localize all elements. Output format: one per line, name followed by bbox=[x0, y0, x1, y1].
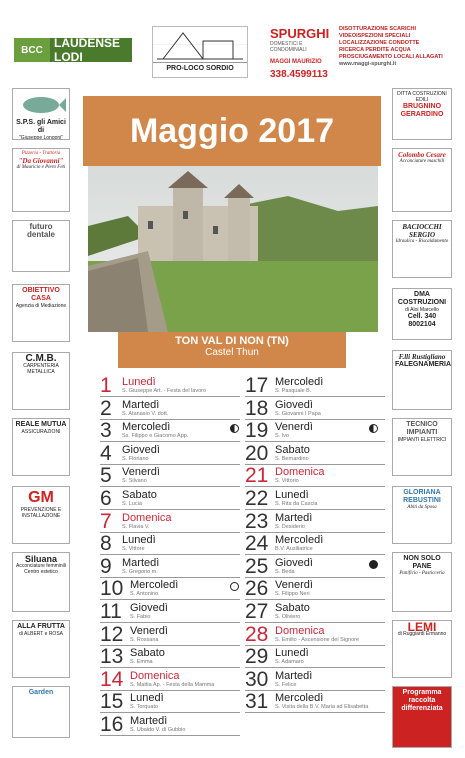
ad-sub: Idraulica - Riscaldamento bbox=[395, 239, 449, 244]
spurghi-service: LOCALIZZAZIONE CONDOTTE bbox=[339, 40, 420, 46]
weekday-name: Martedì bbox=[122, 556, 160, 569]
saint-name: S. Giovanni I Papa bbox=[275, 410, 321, 417]
weekday-name: Lunedì bbox=[122, 376, 156, 388]
ad-left-4 bbox=[12, 352, 70, 410]
day-row bbox=[245, 488, 385, 510]
day-number: 21 bbox=[245, 464, 269, 488]
saint-name: S. Antonino bbox=[130, 591, 159, 598]
castle-image bbox=[88, 166, 378, 332]
day-number: 20 bbox=[245, 441, 269, 465]
ad-title: Colombo Cesare bbox=[398, 151, 446, 159]
day-row bbox=[100, 714, 240, 736]
saint-name: S. Bernardino bbox=[275, 455, 309, 462]
day-row bbox=[245, 511, 385, 533]
caption-subtitle: Castel Thun bbox=[205, 347, 259, 358]
day-row bbox=[245, 398, 385, 420]
saint-name: S. Felice bbox=[275, 681, 297, 688]
saint-name: S. Beda bbox=[275, 568, 295, 575]
spurghi-service: RICERCA PERDITE ACQUA bbox=[339, 47, 411, 53]
bcc-logo: BCC bbox=[14, 38, 50, 62]
caption-title: TON VAL DI NON (TN) bbox=[175, 335, 289, 347]
weekday-name: Giovedì bbox=[122, 443, 160, 456]
saint-name: S. Gregorio m. bbox=[122, 568, 158, 575]
day-number: 10 bbox=[100, 577, 124, 601]
day-row bbox=[100, 556, 240, 578]
weekday-name: Sabato bbox=[122, 489, 157, 501]
weekday-name: Domenica bbox=[275, 466, 325, 479]
moon-phase-icon bbox=[369, 560, 378, 569]
ad-title: Siluana bbox=[24, 554, 57, 564]
ad-right-3 bbox=[392, 288, 452, 340]
photo-caption bbox=[118, 332, 346, 368]
ad-sub: BRUGNINO GERARDINO bbox=[400, 103, 444, 118]
saint-name: S. Ubaldo V. di Gubbio bbox=[130, 727, 186, 733]
saint-name: S. Emma bbox=[130, 659, 153, 666]
ad-sub: Acconciature maschili bbox=[399, 159, 445, 164]
ad-title: BACIOCCHI SERGIO bbox=[402, 223, 442, 239]
day-number: 5 bbox=[100, 464, 112, 488]
proloco-logo-icon bbox=[153, 27, 247, 63]
day-row bbox=[245, 465, 385, 487]
day-row bbox=[245, 578, 385, 600]
weekday-name: Giovedì bbox=[130, 602, 168, 614]
day-number: 19 bbox=[245, 419, 269, 443]
day-row bbox=[245, 556, 385, 578]
saint-name: S. Vittorio bbox=[275, 478, 299, 485]
day-row bbox=[100, 533, 240, 555]
day-row bbox=[245, 375, 385, 397]
day-row bbox=[100, 398, 240, 420]
saint-name: S. Giuseppe Art. - Festa del lavoro bbox=[122, 388, 207, 394]
day-number: 1 bbox=[100, 374, 112, 397]
day-number: 9 bbox=[100, 554, 112, 578]
day-number: 22 bbox=[245, 487, 269, 510]
ad-sub: "Da Giovanni" bbox=[18, 157, 64, 165]
ad-title: Pizzeria - Trattoria bbox=[21, 151, 61, 156]
ad-title: LEMI bbox=[407, 620, 437, 634]
day-number: 27 bbox=[245, 600, 269, 623]
ad-sub: di Aloi Marcello bbox=[405, 307, 439, 313]
saint-name: S. Desiderio bbox=[275, 523, 305, 530]
ad-title: GLORIANA REBUSTINI bbox=[403, 489, 441, 504]
ad-left-0 bbox=[12, 88, 70, 140]
ad-title: REALE MUTUA bbox=[15, 421, 67, 428]
ad-title: futuro dentale bbox=[26, 222, 55, 239]
moon-phase-icon bbox=[230, 582, 239, 591]
day-row bbox=[245, 533, 385, 555]
ad-sub: Abiti da Sposa bbox=[407, 505, 437, 510]
day-number: 24 bbox=[245, 532, 269, 556]
ad-left-6 bbox=[12, 486, 70, 544]
day-row bbox=[100, 691, 240, 713]
day-number: 11 bbox=[100, 600, 122, 623]
spurghi-service: VIDEOISPEZIONI SPECIALI bbox=[339, 33, 411, 39]
day-row bbox=[100, 420, 240, 442]
ad-right-1 bbox=[392, 148, 452, 212]
day-number: 7 bbox=[100, 509, 112, 533]
ad-right-8 bbox=[392, 620, 452, 678]
day-number: 4 bbox=[100, 441, 112, 465]
ad-sub: CARPENTERIA METALLICA bbox=[23, 363, 59, 375]
month-title: Maggio 2017 bbox=[129, 111, 335, 150]
spurghi-subtitle: DOMESTICI E CONDOMINIALI bbox=[270, 41, 307, 53]
proloco-label: PRO-LOCO SORDIO bbox=[166, 65, 234, 72]
ad-title: NON SOLO PANE bbox=[403, 555, 441, 570]
ad-sub: Panificio - Pasticceria bbox=[399, 571, 445, 576]
weekday-name: Domenica bbox=[122, 511, 172, 524]
day-number: 25 bbox=[245, 554, 269, 578]
saint-name: S. Mattia Ap. - Festa della Mamma bbox=[130, 681, 215, 688]
ad-right-7 bbox=[392, 552, 452, 612]
ad-left-9 bbox=[12, 686, 70, 738]
day-row bbox=[100, 646, 240, 668]
saint-name: S. Pasquale B. bbox=[275, 388, 312, 394]
weekday-name: Venerdì bbox=[275, 579, 313, 592]
saint-name: B.V. Ausiliatrice bbox=[275, 546, 313, 553]
saint-name: S. Ivo bbox=[275, 433, 290, 440]
weekday-name: Venerdì bbox=[130, 624, 168, 637]
ad-left-1 bbox=[12, 148, 70, 212]
moon-phase-icon bbox=[369, 424, 378, 433]
day-number: 30 bbox=[245, 667, 269, 691]
ad-sub: Acconciature femminili bbox=[15, 563, 67, 569]
ad-left-7 bbox=[12, 552, 70, 612]
moon-phase-icon bbox=[230, 424, 239, 433]
day-row bbox=[100, 578, 240, 600]
day-number: 2 bbox=[100, 396, 112, 420]
day-row bbox=[100, 511, 240, 533]
ad-title: F.lli Rustigliano bbox=[398, 353, 446, 361]
weekday-name: Domenica bbox=[275, 624, 325, 637]
fish-icon bbox=[16, 91, 66, 117]
day-row bbox=[245, 646, 385, 668]
weekday-name: Mercoledì bbox=[275, 534, 324, 547]
bcc-ad bbox=[14, 36, 132, 64]
weekday-name: Domenica bbox=[130, 669, 180, 682]
day-row bbox=[100, 375, 240, 397]
day-number: 6 bbox=[100, 487, 112, 510]
day-number: 3 bbox=[100, 419, 112, 443]
day-number: 13 bbox=[100, 645, 124, 669]
month-banner bbox=[83, 96, 381, 166]
day-row bbox=[100, 624, 240, 646]
day-number: 14 bbox=[100, 667, 124, 691]
weekday-name: Mercoledì bbox=[122, 421, 171, 434]
saint-name: S. Visita della B.V. Maria ad Elisabetta bbox=[275, 704, 369, 711]
day-row bbox=[245, 601, 385, 623]
weekday-name: Lunedì bbox=[275, 489, 309, 501]
weekday-name: Giovedì bbox=[275, 556, 313, 569]
saint-name: S. Flavia V. bbox=[122, 523, 150, 530]
weekday-name: Sabato bbox=[275, 443, 310, 456]
day-number: 17 bbox=[245, 374, 269, 397]
day-number: 12 bbox=[100, 622, 124, 646]
weekday-name: Lunedì bbox=[122, 534, 156, 547]
ad-title: DMA COSTRUZIONI bbox=[397, 291, 447, 306]
spurghi-web: www.maggi-spurghi.it bbox=[339, 61, 397, 67]
saint-name: S. Fabio bbox=[130, 614, 151, 620]
ad-extra: di Mauricio e Piero Feti bbox=[16, 165, 66, 170]
day-number: 16 bbox=[100, 713, 124, 736]
ad-title: Programma raccolta differenziata bbox=[401, 689, 443, 712]
weekday-name: Mercoledì bbox=[275, 376, 324, 388]
ad-title: Garden bbox=[28, 689, 54, 696]
ad-right-2 bbox=[392, 220, 452, 278]
proloco-art bbox=[153, 27, 247, 63]
saint-name: S. Filippo Neri bbox=[275, 591, 310, 598]
ad-sub: FALEGNAMERIA bbox=[395, 361, 451, 368]
spurghi-phone: 338.4599113 bbox=[270, 69, 328, 78]
weekday-name: Martedì bbox=[122, 398, 160, 411]
day-row bbox=[245, 669, 385, 691]
weekday-name: Lunedì bbox=[130, 692, 164, 705]
day-number: 28 bbox=[245, 622, 269, 646]
spurghi-service: PROSCIUGAMENTO LOCALI ALLAGATI bbox=[339, 54, 443, 60]
spurghi-title: SPURGHI bbox=[270, 26, 330, 41]
ad-title: DITTA COSTRUZIONI EDILI bbox=[397, 91, 447, 103]
ad-sub: ASSICURAZIONI bbox=[21, 429, 61, 435]
spurghi-ad bbox=[270, 26, 450, 78]
day-number: 8 bbox=[100, 532, 112, 556]
day-number: 18 bbox=[245, 396, 269, 420]
weekday-name: Lunedì bbox=[275, 647, 309, 660]
day-number: 29 bbox=[245, 645, 269, 669]
day-number: 31 bbox=[245, 690, 269, 714]
saint-name: S. Lucia bbox=[122, 501, 142, 507]
day-number: 15 bbox=[100, 690, 124, 714]
day-row bbox=[245, 624, 385, 646]
spurghi-contact: MAGGI MAURIZIO bbox=[270, 59, 322, 65]
saint-name: S. Rita da Cascia bbox=[275, 501, 318, 507]
saint-name: S. Adamaro bbox=[275, 659, 304, 666]
day-row bbox=[100, 465, 240, 487]
weekday-name: Giovedì bbox=[275, 398, 313, 411]
weekday-name: Sabato bbox=[275, 602, 310, 614]
weekday-name: Mercoledì bbox=[275, 692, 324, 705]
saint-name: Ss. Filippo e Giacomo App. bbox=[122, 433, 189, 440]
ad-title: GM bbox=[28, 489, 54, 506]
ad-extra: Cell. 340 8002104 bbox=[407, 313, 437, 328]
weekday-name: Venerdì bbox=[275, 421, 313, 434]
saint-name: S. Emilio - Ascensione del Signore bbox=[275, 636, 360, 643]
ad-title: C.M.B. bbox=[25, 353, 57, 364]
ad-title: ALLA FRUTTA bbox=[17, 623, 65, 630]
ad-sub: "Giuseppe Longoni" bbox=[18, 135, 64, 140]
weekday-name: Martedì bbox=[275, 511, 313, 524]
saint-name: S. Torquato bbox=[130, 704, 159, 711]
day-row bbox=[245, 691, 385, 713]
ad-left-3 bbox=[12, 284, 70, 342]
saint-name: S. Vittore bbox=[122, 546, 145, 553]
saint-name: S. Oliviero bbox=[275, 614, 301, 620]
ad-sub: di Ruggiardi Ermanno bbox=[397, 631, 447, 637]
day-row bbox=[245, 443, 385, 465]
saint-name: S. Floriano bbox=[122, 455, 149, 462]
ad-left-5 bbox=[12, 418, 70, 476]
day-number: 23 bbox=[245, 509, 269, 533]
ad-sub: PREVENZIONE E INSTALLAZIONE bbox=[20, 507, 62, 519]
day-row bbox=[100, 488, 240, 510]
castle-photo bbox=[88, 166, 378, 332]
weekday-name: Sabato bbox=[130, 647, 165, 660]
weekday-name: Martedì bbox=[130, 715, 168, 727]
ad-right-4 bbox=[392, 350, 452, 410]
ad-sub: IMPIANTI ELETTRICI bbox=[397, 437, 447, 443]
ad-left-2 bbox=[12, 220, 70, 272]
ad-title: S.P.S. gli Amici di bbox=[16, 119, 66, 134]
saint-name: S. Silvano bbox=[122, 478, 147, 485]
ad-sub: di ALBERT e ROSA bbox=[18, 631, 63, 637]
weekday-name: Venerdì bbox=[122, 466, 160, 479]
ad-left-8 bbox=[12, 620, 70, 678]
bcc-name: LAUDENSE LODI bbox=[50, 38, 132, 62]
ad-extra: Centro estetico bbox=[24, 569, 58, 575]
weekday-name: Martedì bbox=[275, 669, 313, 682]
day-row bbox=[100, 601, 240, 623]
ad-right-5 bbox=[392, 418, 452, 476]
ad-title: OBIETTIVO CASA bbox=[22, 287, 60, 302]
weekday-name: Mercoledì bbox=[130, 579, 179, 592]
ad-right-0 bbox=[392, 88, 452, 140]
saint-name: S. Rossana bbox=[130, 636, 159, 643]
day-row bbox=[100, 443, 240, 465]
ad-sub: Agenzia di Mediazione bbox=[15, 303, 67, 309]
spurghi-service: DISOTTURAZIONE SCARICHI bbox=[339, 26, 416, 32]
day-number: 26 bbox=[245, 577, 269, 601]
saint-name: S. Atanasio V. dott. bbox=[122, 410, 169, 417]
ad-title: TECNICO IMPIANTI bbox=[406, 421, 438, 436]
day-row bbox=[100, 669, 240, 691]
day-row bbox=[245, 420, 385, 442]
ad-right-6 bbox=[392, 486, 452, 544]
proloco-ad bbox=[152, 26, 248, 78]
ad-right-9 bbox=[392, 686, 452, 748]
